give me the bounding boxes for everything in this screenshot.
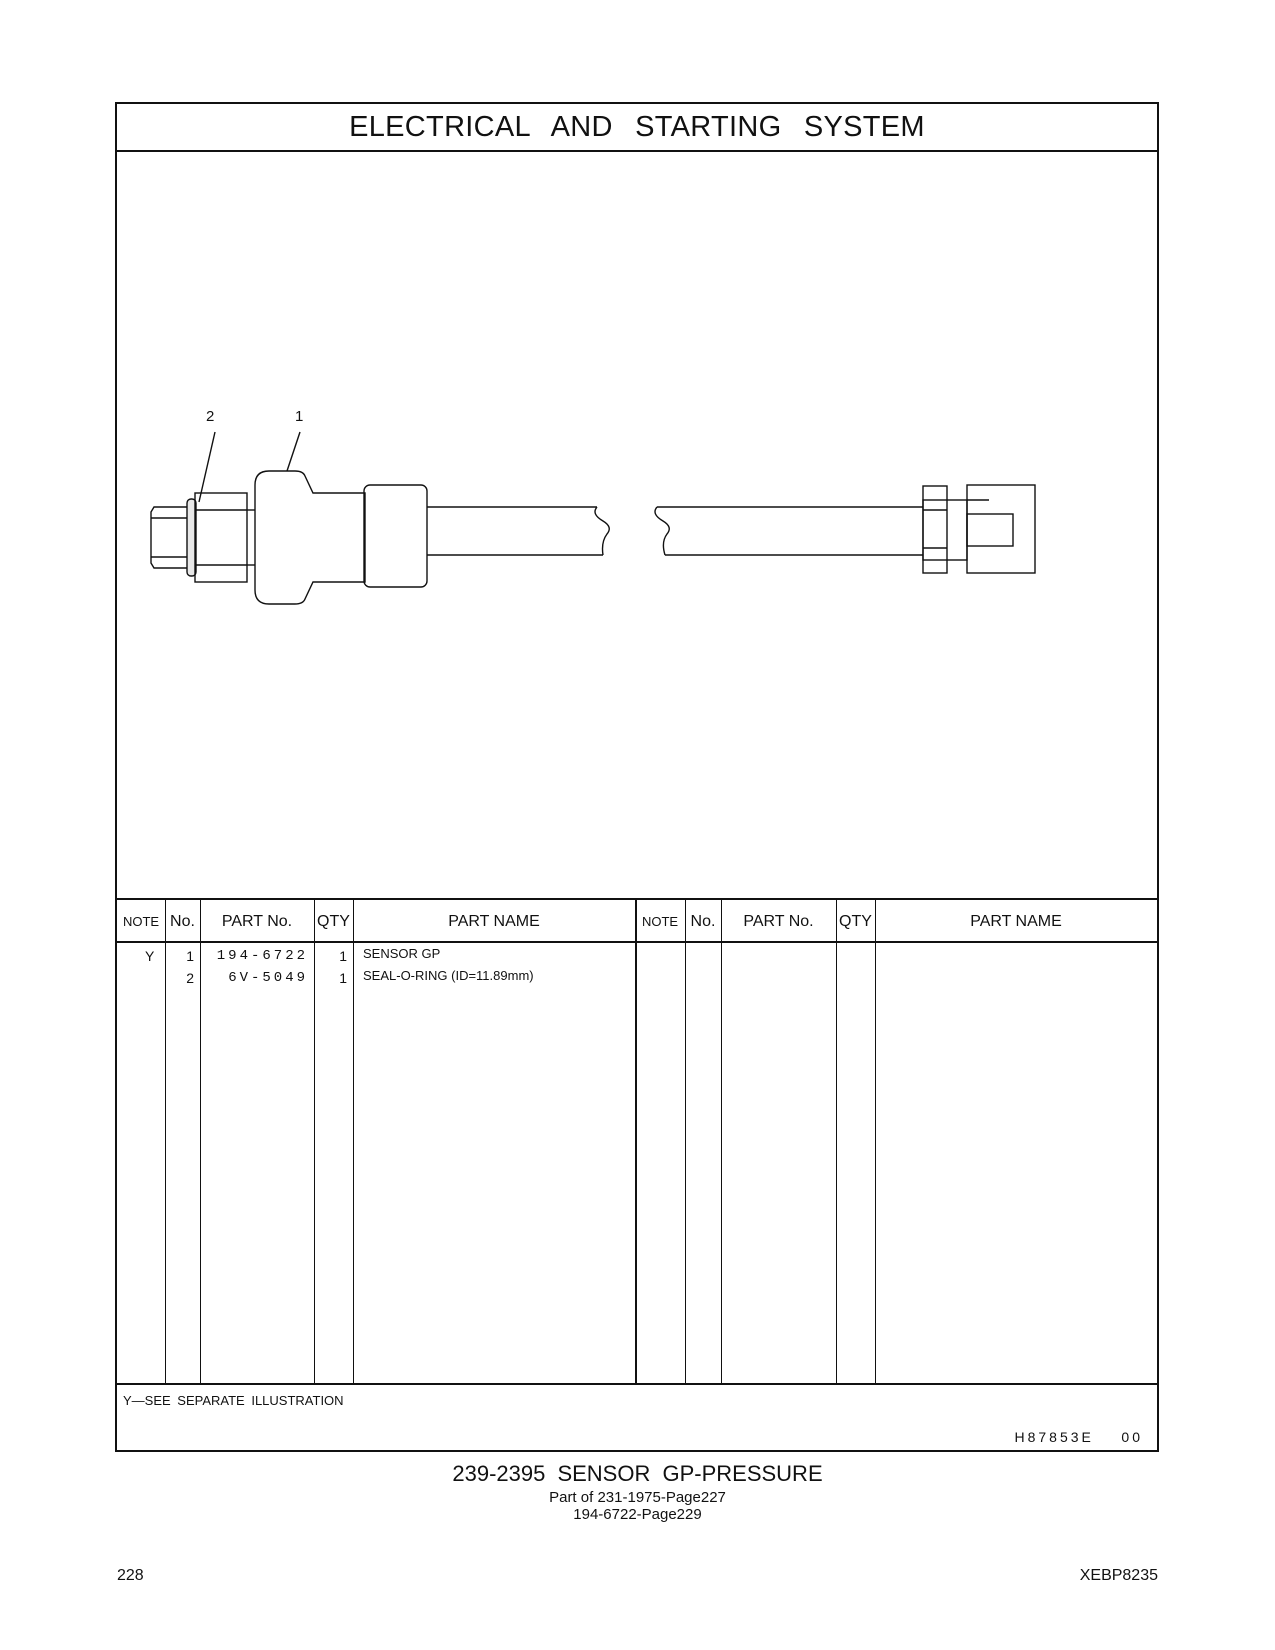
header-no: No. (170, 913, 195, 930)
thread-tip (151, 507, 191, 568)
header-no-right: No. (690, 913, 716, 930)
illustration-code (1014, 1429, 1143, 1445)
row1-note: Y (145, 948, 155, 964)
header-part-name-right: PART NAME (970, 913, 1062, 930)
cable-break-left (595, 507, 609, 555)
parts-table-body (117, 943, 1157, 1385)
leader-line-1 (287, 432, 300, 471)
row1-part-no: 194-6722 (216, 948, 308, 964)
table-footnote: Y—SEE SEPARATE ILLUSTRATION (123, 1393, 344, 1408)
header-qty-right: QTY (839, 913, 872, 930)
header-part-name: PART NAME (448, 913, 540, 930)
leader-line-2 (199, 432, 215, 502)
page-number: 228 (117, 1567, 144, 1584)
parts-table-header (117, 898, 1157, 943)
callout-2: 2 (206, 408, 215, 425)
header-part-no: PART No. (221, 913, 293, 930)
hex-body (195, 493, 247, 582)
row1-part-name: SENSOR GP (363, 946, 441, 961)
page-title-band (117, 104, 1157, 152)
page-title: ELECTRICAL AND STARTING SYSTEM (349, 111, 925, 143)
illustration-revision: 00 (1121, 1429, 1143, 1445)
row2-no: 2 (186, 970, 194, 986)
sensor-drawing (117, 150, 1157, 898)
parts-page-frame (115, 102, 1159, 1452)
parts-illustration (117, 150, 1157, 898)
sensor-body (255, 471, 365, 604)
sensor-collar (364, 485, 427, 587)
row2-part-no: 6V-5049 (228, 970, 308, 986)
caption-part-of: Part of 231-1975-Page227 (549, 1489, 726, 1506)
assembly-caption: 239-2395 SENSOR GP-PRESSURE (452, 1461, 823, 1486)
header-qty: QTY (317, 913, 350, 930)
cable-break-right (655, 507, 669, 555)
row2-part-name: SEAL-O-RING (ID=11.89mm) (363, 968, 534, 983)
header-part-no-right: PART No. (743, 913, 814, 930)
header-note-right: NOTE (641, 914, 679, 929)
connector-housing (923, 500, 967, 560)
callout-1: 1 (295, 408, 304, 425)
row1-no: 1 (186, 948, 194, 964)
row1-qty: 1 (339, 948, 347, 964)
document-id: XEBP8235 (1079, 1567, 1158, 1584)
row2-qty: 1 (339, 970, 347, 986)
header-note: NOTE (122, 914, 160, 929)
caption-page-ref: 194-6722-Page229 (573, 1506, 702, 1523)
illustration-id: H87853E (1014, 1429, 1094, 1445)
connector-plug (967, 485, 1035, 573)
connector-pin (967, 514, 1013, 546)
